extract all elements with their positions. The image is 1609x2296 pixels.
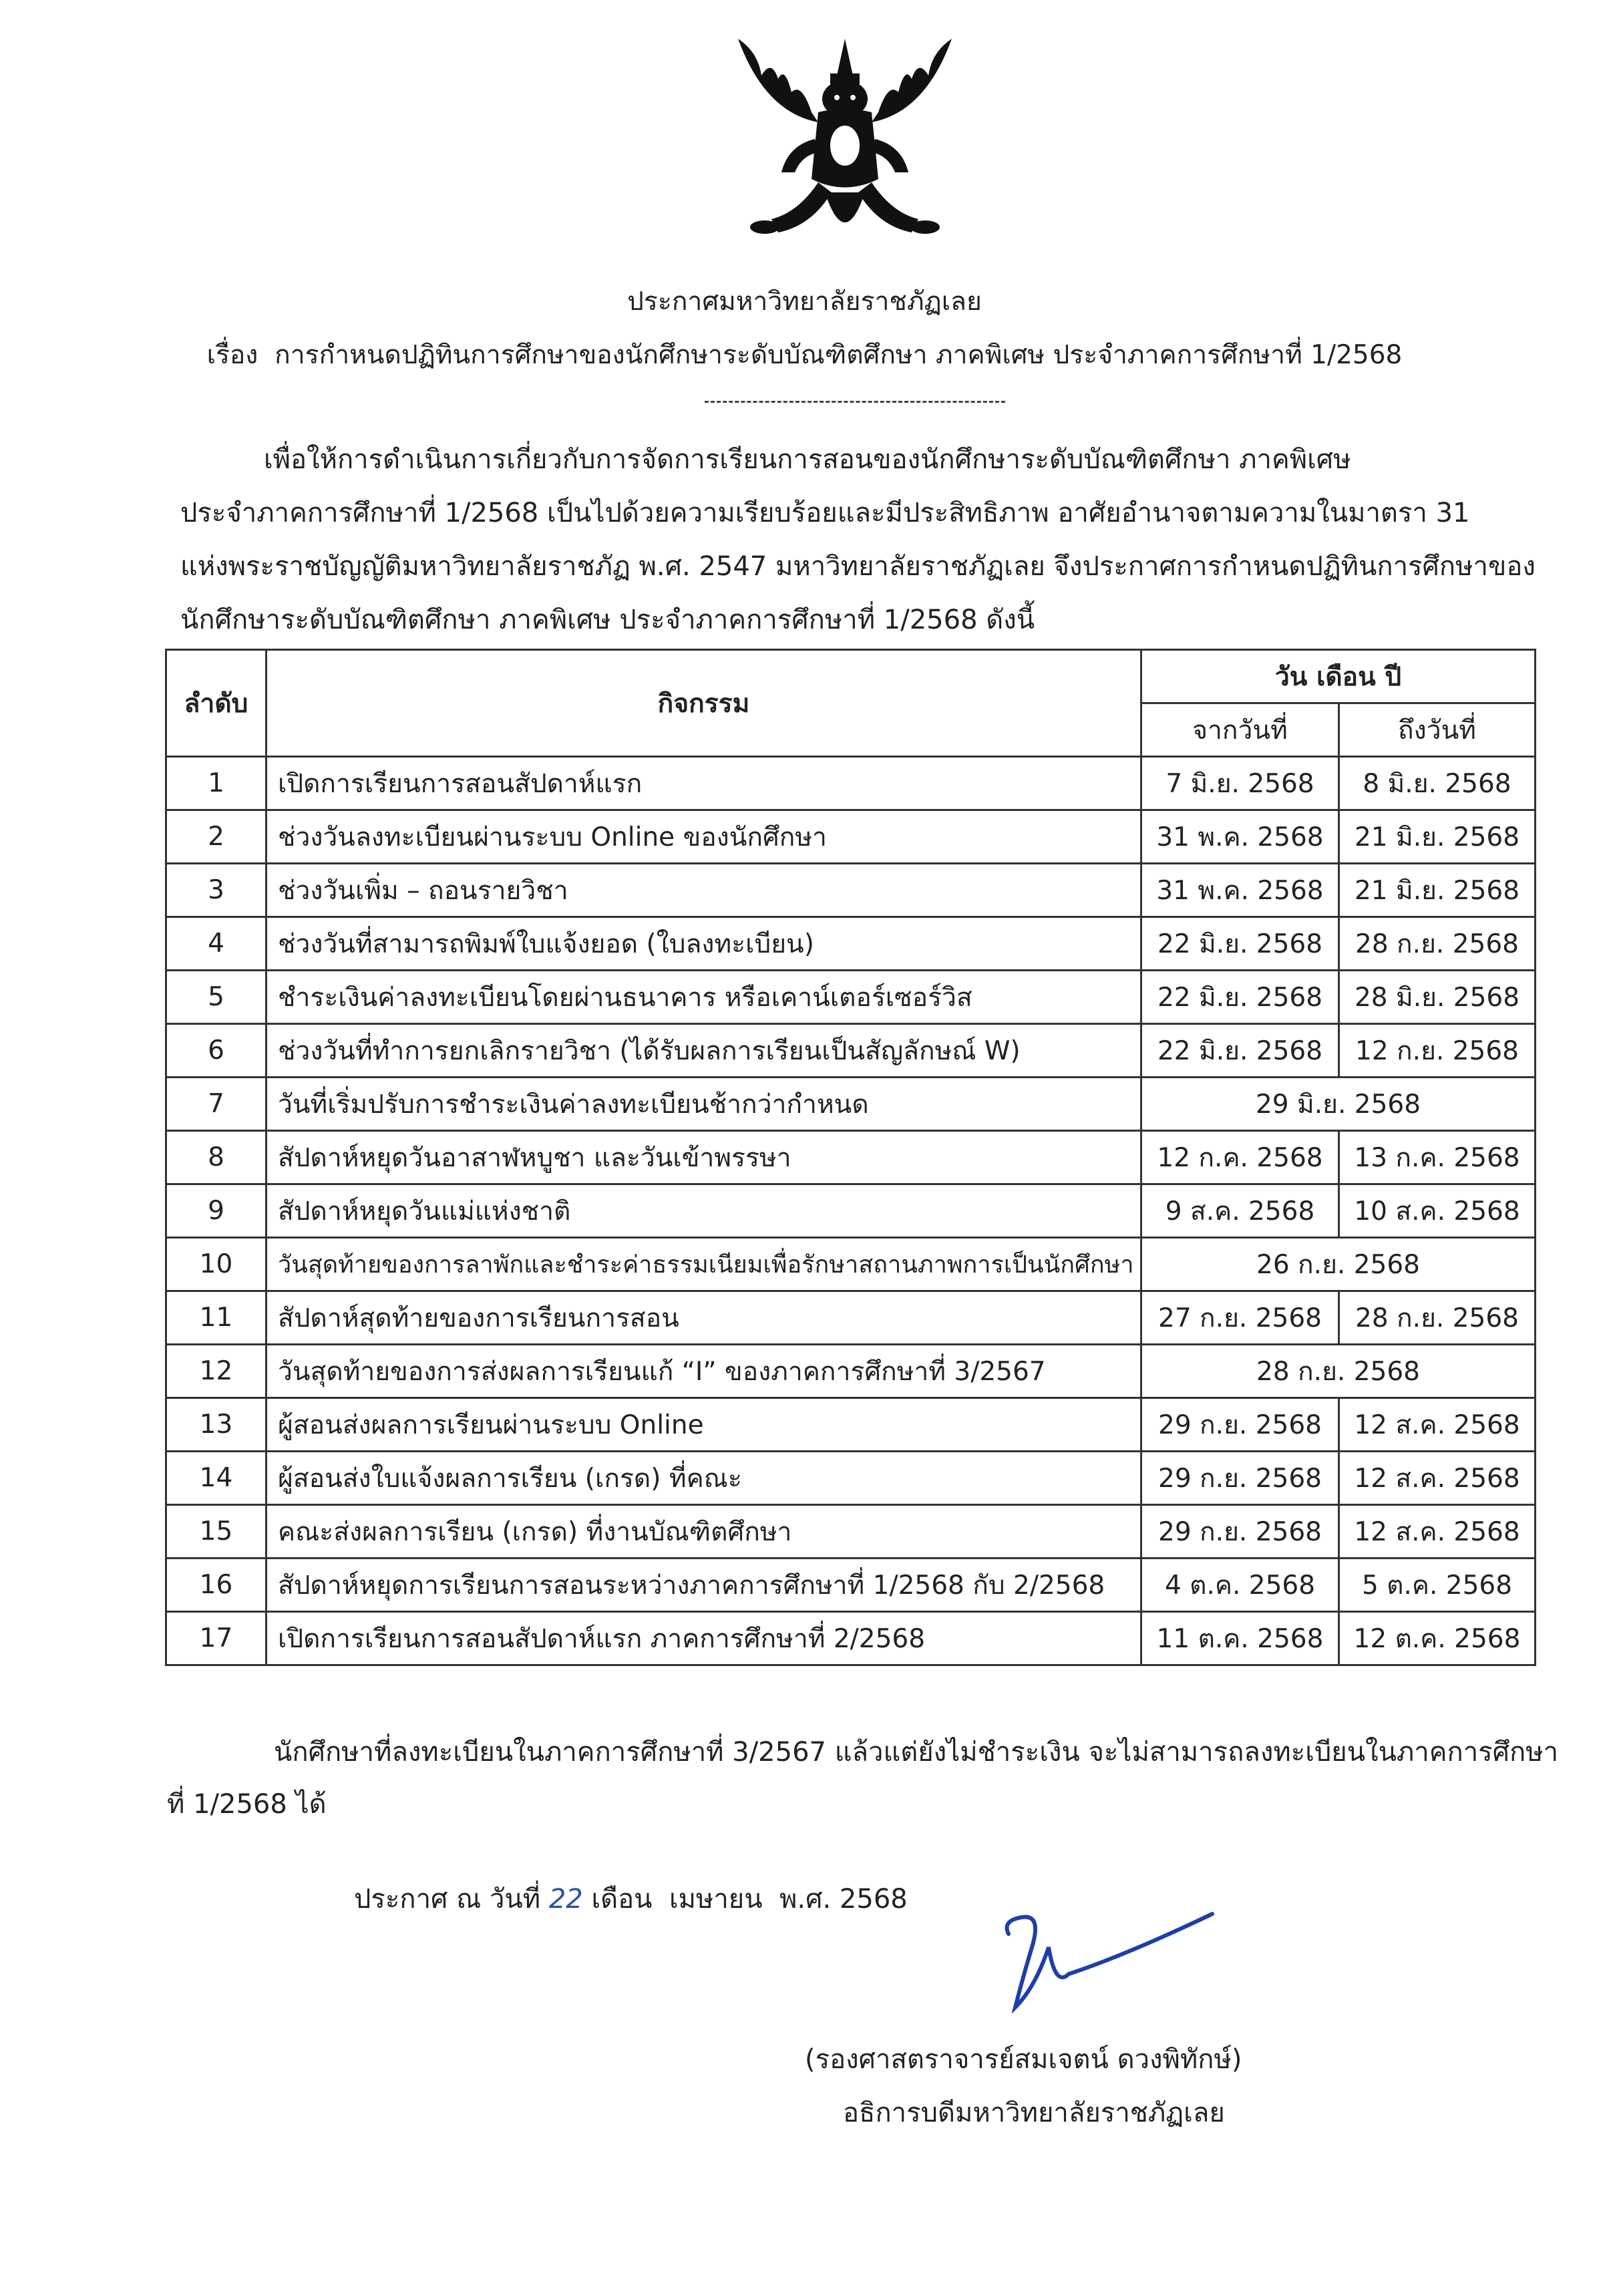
row-no: 8 bbox=[166, 1131, 266, 1184]
table-row bbox=[166, 1184, 1536, 1238]
row-from: 29 ก.ย. 2568 bbox=[1141, 1452, 1339, 1505]
row-to: 8 มิ.ย. 2568 bbox=[1339, 757, 1536, 810]
table-row bbox=[166, 1078, 1536, 1131]
row-activity: ช่วงวันที่สามารถพิมพ์ใบแจ้งยอด (ใบลงทะเบียน) bbox=[266, 917, 1141, 971]
row-to: 5 ต.ค. 2568 bbox=[1339, 1559, 1536, 1612]
row-from: 11 ต.ค. 2568 bbox=[1141, 1612, 1339, 1665]
intro-line-4: นักศึกษาระดับบัณฑิตศึกษา ภาคพิเศษ ประจำภาคการศึกษาที่ 1/2568 ดังนี้ bbox=[180, 605, 1035, 635]
row-from: 31 พ.ค. 2568 bbox=[1141, 864, 1339, 917]
table-row bbox=[166, 1398, 1536, 1452]
row-no: 3 bbox=[166, 864, 266, 917]
row-activity: สัปดาห์หยุดวันอาสาฬหบูชา และวันเข้าพรรษา bbox=[266, 1131, 1141, 1184]
intro-line-2: ประจำภาคการศึกษาที่ 1/2568 เป็นไปด้วยความเรียบร้อยและมีประสิทธิภาพ อาศัยอำนาจตามความในมาตรา 31 bbox=[180, 498, 1470, 528]
row-activity: สัปดาห์หยุดวันแม่แห่งชาติ bbox=[266, 1184, 1141, 1238]
announcement-subject bbox=[0, 334, 1609, 375]
header-to: ถึงวันที่ bbox=[1339, 703, 1536, 757]
announcement-title: ประกาศมหาวิทยาลัยราชภัฏเลย bbox=[627, 287, 982, 317]
row-from: 31 พ.ค. 2568 bbox=[1141, 810, 1339, 864]
row-no: 13 bbox=[166, 1398, 266, 1452]
row-date: 29 มิ.ย. 2568 bbox=[1141, 1078, 1536, 1131]
header-from: จากวันที่ bbox=[1141, 703, 1339, 757]
row-no: 17 bbox=[166, 1612, 266, 1665]
row-to: 28 มิ.ย. 2568 bbox=[1339, 971, 1536, 1024]
row-from: 7 มิ.ย. 2568 bbox=[1141, 757, 1339, 810]
row-to: 21 มิ.ย. 2568 bbox=[1339, 864, 1536, 917]
announce-month-label: เดือน bbox=[591, 1884, 653, 1915]
row-no: 12 bbox=[166, 1345, 266, 1398]
row-no: 6 bbox=[166, 1024, 266, 1078]
row-no: 7 bbox=[166, 1078, 266, 1131]
subject-text: การกำหนดปฏิทินการศึกษาของนักศึกษาระดับบัณฑิตศึกษา ภาคพิเศษ ประจำภาคการศึกษาที่ 1/2568 bbox=[275, 340, 1403, 370]
garuda-emblem-icon bbox=[725, 12, 965, 266]
table-row bbox=[166, 1559, 1536, 1612]
row-to: 12 ก.ย. 2568 bbox=[1339, 1024, 1536, 1078]
subject-label: เรื่อง bbox=[206, 340, 258, 370]
table-row bbox=[166, 1452, 1536, 1505]
row-activity: วันสุดท้ายของการส่งผลการเรียนแก้ “I” ของภาคการศึกษาที่ 3/2567 bbox=[266, 1345, 1141, 1398]
row-to: 28 ก.ย. 2568 bbox=[1339, 1291, 1536, 1345]
announce-prefix: ประกาศ ณ วันที่ bbox=[354, 1884, 541, 1915]
row-no: 1 bbox=[166, 757, 266, 810]
table-row bbox=[166, 1024, 1536, 1078]
table-row bbox=[166, 1505, 1536, 1559]
header-date-group: วัน เดือน ปี bbox=[1141, 650, 1536, 703]
signature-mark bbox=[995, 1907, 1222, 2034]
table-row bbox=[166, 1612, 1536, 1665]
row-activity: เปิดการเรียนการสอนสัปดาห์แรก bbox=[266, 757, 1141, 810]
row-to: 10 ส.ค. 2568 bbox=[1339, 1184, 1536, 1238]
row-from: 22 มิ.ย. 2568 bbox=[1141, 1024, 1339, 1078]
row-to: 12 ส.ค. 2568 bbox=[1339, 1398, 1536, 1452]
intro-line-3: แห่งพระราชบัญญัติมหาวิทยาลัยราชภัฏ พ.ศ. 2547 มหาวิทยาลัยราชภัฏเลย จึงประกาศการกำหนดปฏิทินการศึกษาของ bbox=[180, 551, 1536, 582]
announce-year: พ.ศ. 2568 bbox=[779, 1884, 908, 1915]
row-to: 12 ส.ค. 2568 bbox=[1339, 1505, 1536, 1559]
row-no: 5 bbox=[166, 971, 266, 1024]
row-from: 29 ก.ย. 2568 bbox=[1141, 1505, 1339, 1559]
row-no: 10 bbox=[166, 1238, 266, 1291]
row-to: 12 ส.ค. 2568 bbox=[1339, 1452, 1536, 1505]
table-row bbox=[166, 917, 1536, 971]
row-from: 4 ต.ค. 2568 bbox=[1141, 1559, 1339, 1612]
row-no: 11 bbox=[166, 1291, 266, 1345]
row-activity: สัปดาห์หยุดการเรียนการสอนระหว่างภาคการศึกษาที่ 1/2568 กับ 2/2568 bbox=[266, 1559, 1141, 1612]
header-activity: กิจกรรม bbox=[266, 650, 1141, 757]
row-to: 13 ก.ค. 2568 bbox=[1339, 1131, 1536, 1184]
row-activity: ช่วงวันที่ทำการยกเลิกรายวิชา (ได้รับผลการเรียนเป็นสัญลักษณ์ W) bbox=[266, 1024, 1141, 1078]
table-row bbox=[166, 971, 1536, 1024]
note-line-2: ที่ 1/2568 ได้ bbox=[167, 1789, 327, 1820]
table-row bbox=[166, 810, 1536, 864]
note-line-1: นักศึกษาที่ลงทะเบียนในภาคการศึกษาที่ 3/2567 แล้วแต่ยังไม่ชำระเงิน จะไม่สามารถลงทะเบียนในภาคการศึกษา bbox=[274, 1737, 1559, 1768]
intro-line-1: เพื่อให้การดำเนินการเกี่ยวกับการจัดการเรียนการสอนของนักศึกษาระดับบัณฑิตศึกษา ภาคพิเศษ bbox=[264, 444, 1351, 475]
row-from: 29 ก.ย. 2568 bbox=[1141, 1398, 1339, 1452]
announce-date bbox=[354, 1877, 908, 1920]
row-no: 15 bbox=[166, 1505, 266, 1559]
row-activity: ช่วงวันเพิ่ม – ถอนรายวิชา bbox=[266, 864, 1141, 917]
row-activity: คณะส่งผลการเรียน (เกรด) ที่งานบัณฑิตศึกษา bbox=[266, 1505, 1141, 1559]
row-to: 28 ก.ย. 2568 bbox=[1339, 917, 1536, 971]
table-row bbox=[166, 1291, 1536, 1345]
row-activity: วันสุดท้ายของการลาพักและชำระค่าธรรมเนียมเพื่อรักษาสถานภาพการเป็นนักศึกษา bbox=[266, 1238, 1141, 1291]
row-activity: ช่วงวันลงทะเบียนผ่านระบบ Online ของนักศึกษา bbox=[266, 810, 1141, 864]
table-row bbox=[166, 1345, 1536, 1398]
table-row bbox=[166, 1131, 1536, 1184]
title-divider bbox=[705, 401, 1005, 403]
row-from: 12 ก.ค. 2568 bbox=[1141, 1131, 1339, 1184]
calendar-table bbox=[165, 649, 1536, 1666]
row-from: 9 ส.ค. 2568 bbox=[1141, 1184, 1339, 1238]
table-row bbox=[166, 864, 1536, 917]
announce-month: เมษายน bbox=[669, 1884, 763, 1915]
signer-position: อธิการบดีมหาวิทยาลัยราชภัฏเลย bbox=[843, 2098, 1225, 2128]
table-row bbox=[166, 1238, 1536, 1291]
row-from: 27 ก.ย. 2568 bbox=[1141, 1291, 1339, 1345]
signer-name: (รองศาสตราจารย์สมเจตน์ ดวงพิทักษ์) bbox=[805, 2044, 1242, 2075]
table-row bbox=[166, 757, 1536, 810]
announce-day: 22 bbox=[548, 1884, 583, 1915]
row-to: 12 ต.ค. 2568 bbox=[1339, 1612, 1536, 1665]
row-activity: สัปดาห์สุดท้ายของการเรียนการสอน bbox=[266, 1291, 1141, 1345]
row-no: 9 bbox=[166, 1184, 266, 1238]
row-activity: ชำระเงินค่าลงทะเบียนโดยผ่านธนาคาร หรือเคาน์เตอร์เซอร์วิส bbox=[266, 971, 1141, 1024]
row-no: 16 bbox=[166, 1559, 266, 1612]
row-no: 14 bbox=[166, 1452, 266, 1505]
row-activity: ผู้สอนส่งใบแจ้งผลการเรียน (เกรด) ที่คณะ bbox=[266, 1452, 1141, 1505]
row-date: 28 ก.ย. 2568 bbox=[1141, 1345, 1536, 1398]
row-from: 22 มิ.ย. 2568 bbox=[1141, 971, 1339, 1024]
row-no: 4 bbox=[166, 917, 266, 971]
row-to: 21 มิ.ย. 2568 bbox=[1339, 810, 1536, 864]
row-from: 22 มิ.ย. 2568 bbox=[1141, 917, 1339, 971]
row-no: 2 bbox=[166, 810, 266, 864]
row-date: 26 ก.ย. 2568 bbox=[1141, 1238, 1536, 1291]
row-activity: ผู้สอนส่งผลการเรียนผ่านระบบ Online bbox=[266, 1398, 1141, 1452]
header-no: ลำดับ bbox=[166, 650, 266, 757]
row-activity: วันที่เริ่มปรับการชำระเงินค่าลงทะเบียนช้ากว่ากำหนด bbox=[266, 1078, 1141, 1131]
row-activity: เปิดการเรียนการสอนสัปดาห์แรก ภาคการศึกษาที่ 2/2568 bbox=[266, 1612, 1141, 1665]
